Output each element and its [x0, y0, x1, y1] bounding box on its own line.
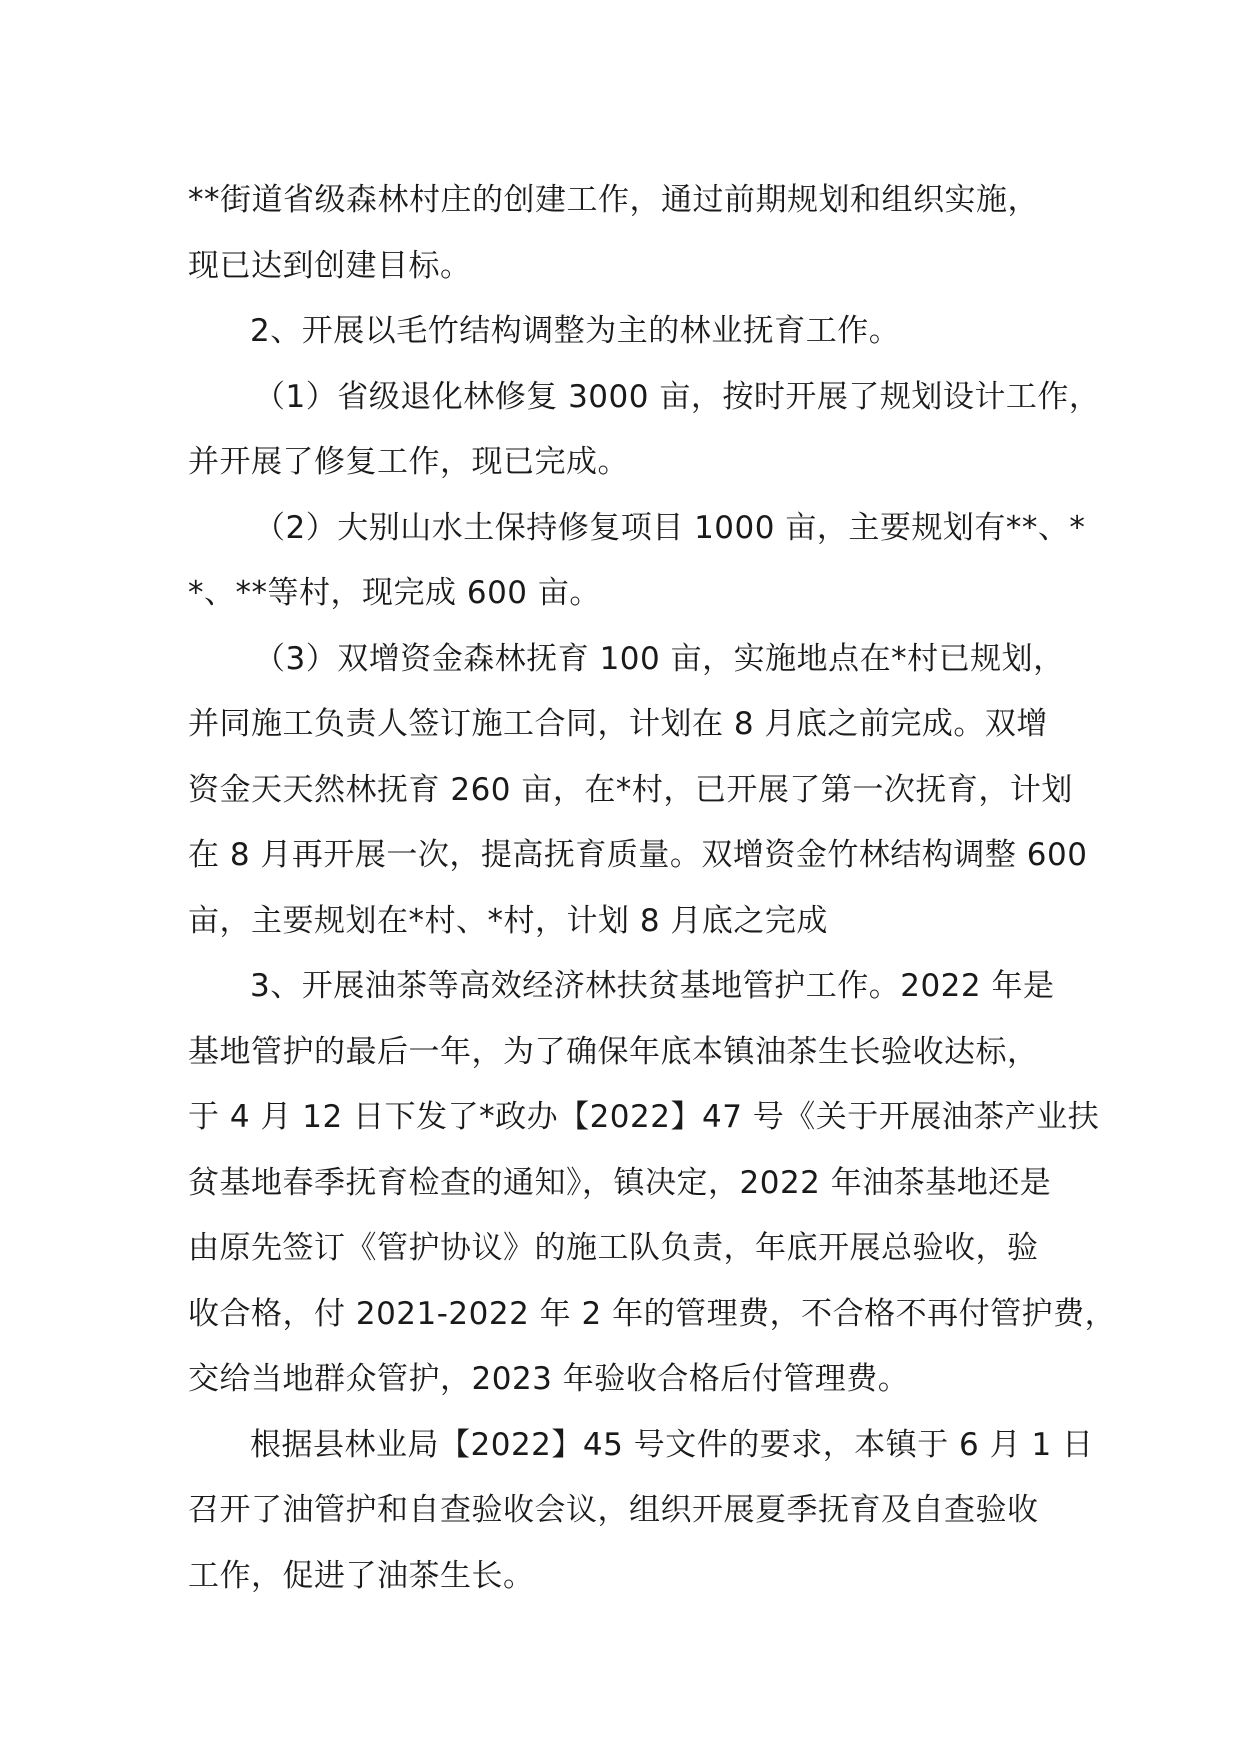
text-line: *、**等村，现完成 600 亩。: [188, 575, 601, 611]
section-heading: 3、开展油茶等高效经济林扶贫基地管护工作。2022 年是: [250, 968, 1055, 1004]
text-line: 工作，促进了油茶生长。: [188, 1557, 535, 1594]
text-line: 并同施工负责人签订施工合同，计划在 8 月底之前完成。双增: [188, 706, 1048, 742]
list-item: （1）省级退化林修复 3000 亩，按时开展了规划设计工作，: [254, 378, 1101, 415]
document-body: [188, 168, 1117, 1609]
text-line: 亩，主要规划在*村、*村，计划 8 月底之完成: [188, 902, 828, 939]
text-line: 由原先签订《管护协议》的施工队负责，年底开展总验收，验: [188, 1230, 1039, 1266]
text-line: **街道省级森林村庄的创建工作，通过前期规划和组织实施，: [188, 182, 1039, 218]
paragraph-start: 根据县林业局【2022】45 号文件的要求，本镇于 6 月 1 日: [250, 1426, 1094, 1463]
text-line: 收合格，付 2021-2022 年 2 年的管理费，不合格不再付管护费，: [188, 1295, 1117, 1332]
section-heading: 2、开展以毛竹结构调整为主的林业抚育工作。: [250, 313, 901, 349]
text-line: 基地管护的最后一年，为了确保年底本镇油茶生长验收达标，: [188, 1033, 1039, 1070]
text-line: 在 8 月再开展一次，提高抚育质量。双增资金竹林结构调整 600: [188, 837, 1088, 873]
text-line: 贫基地春季抚育检查的通知》，镇决定，2022 年油茶基地还是: [188, 1164, 1052, 1201]
text-line: 现已达到创建目标。: [188, 247, 472, 284]
list-item: （2）大别山水土保持修复项目 1000 亩，主要规划有**、*: [254, 509, 1086, 546]
text-line: 并开展了修复工作，现已完成。: [188, 444, 629, 480]
text-line: 交给当地群众管护，2023 年验收合格后付管理费。: [188, 1361, 910, 1397]
text-line: 召开了油管护和自查验收会议，组织开展夏季抚育及自查验收: [188, 1492, 1039, 1528]
text-line: 于 4 月 12 日下发了*政办【2022】47 号《关于开展油茶产业扶: [188, 1099, 1100, 1135]
list-item: （3）双增资金森林抚育 100 亩，实施地点在*村已规划，: [254, 640, 1065, 677]
text-line: 资金天天然林抚育 260 亩，在*村，已开展了第一次抚育，计划: [188, 771, 1073, 808]
